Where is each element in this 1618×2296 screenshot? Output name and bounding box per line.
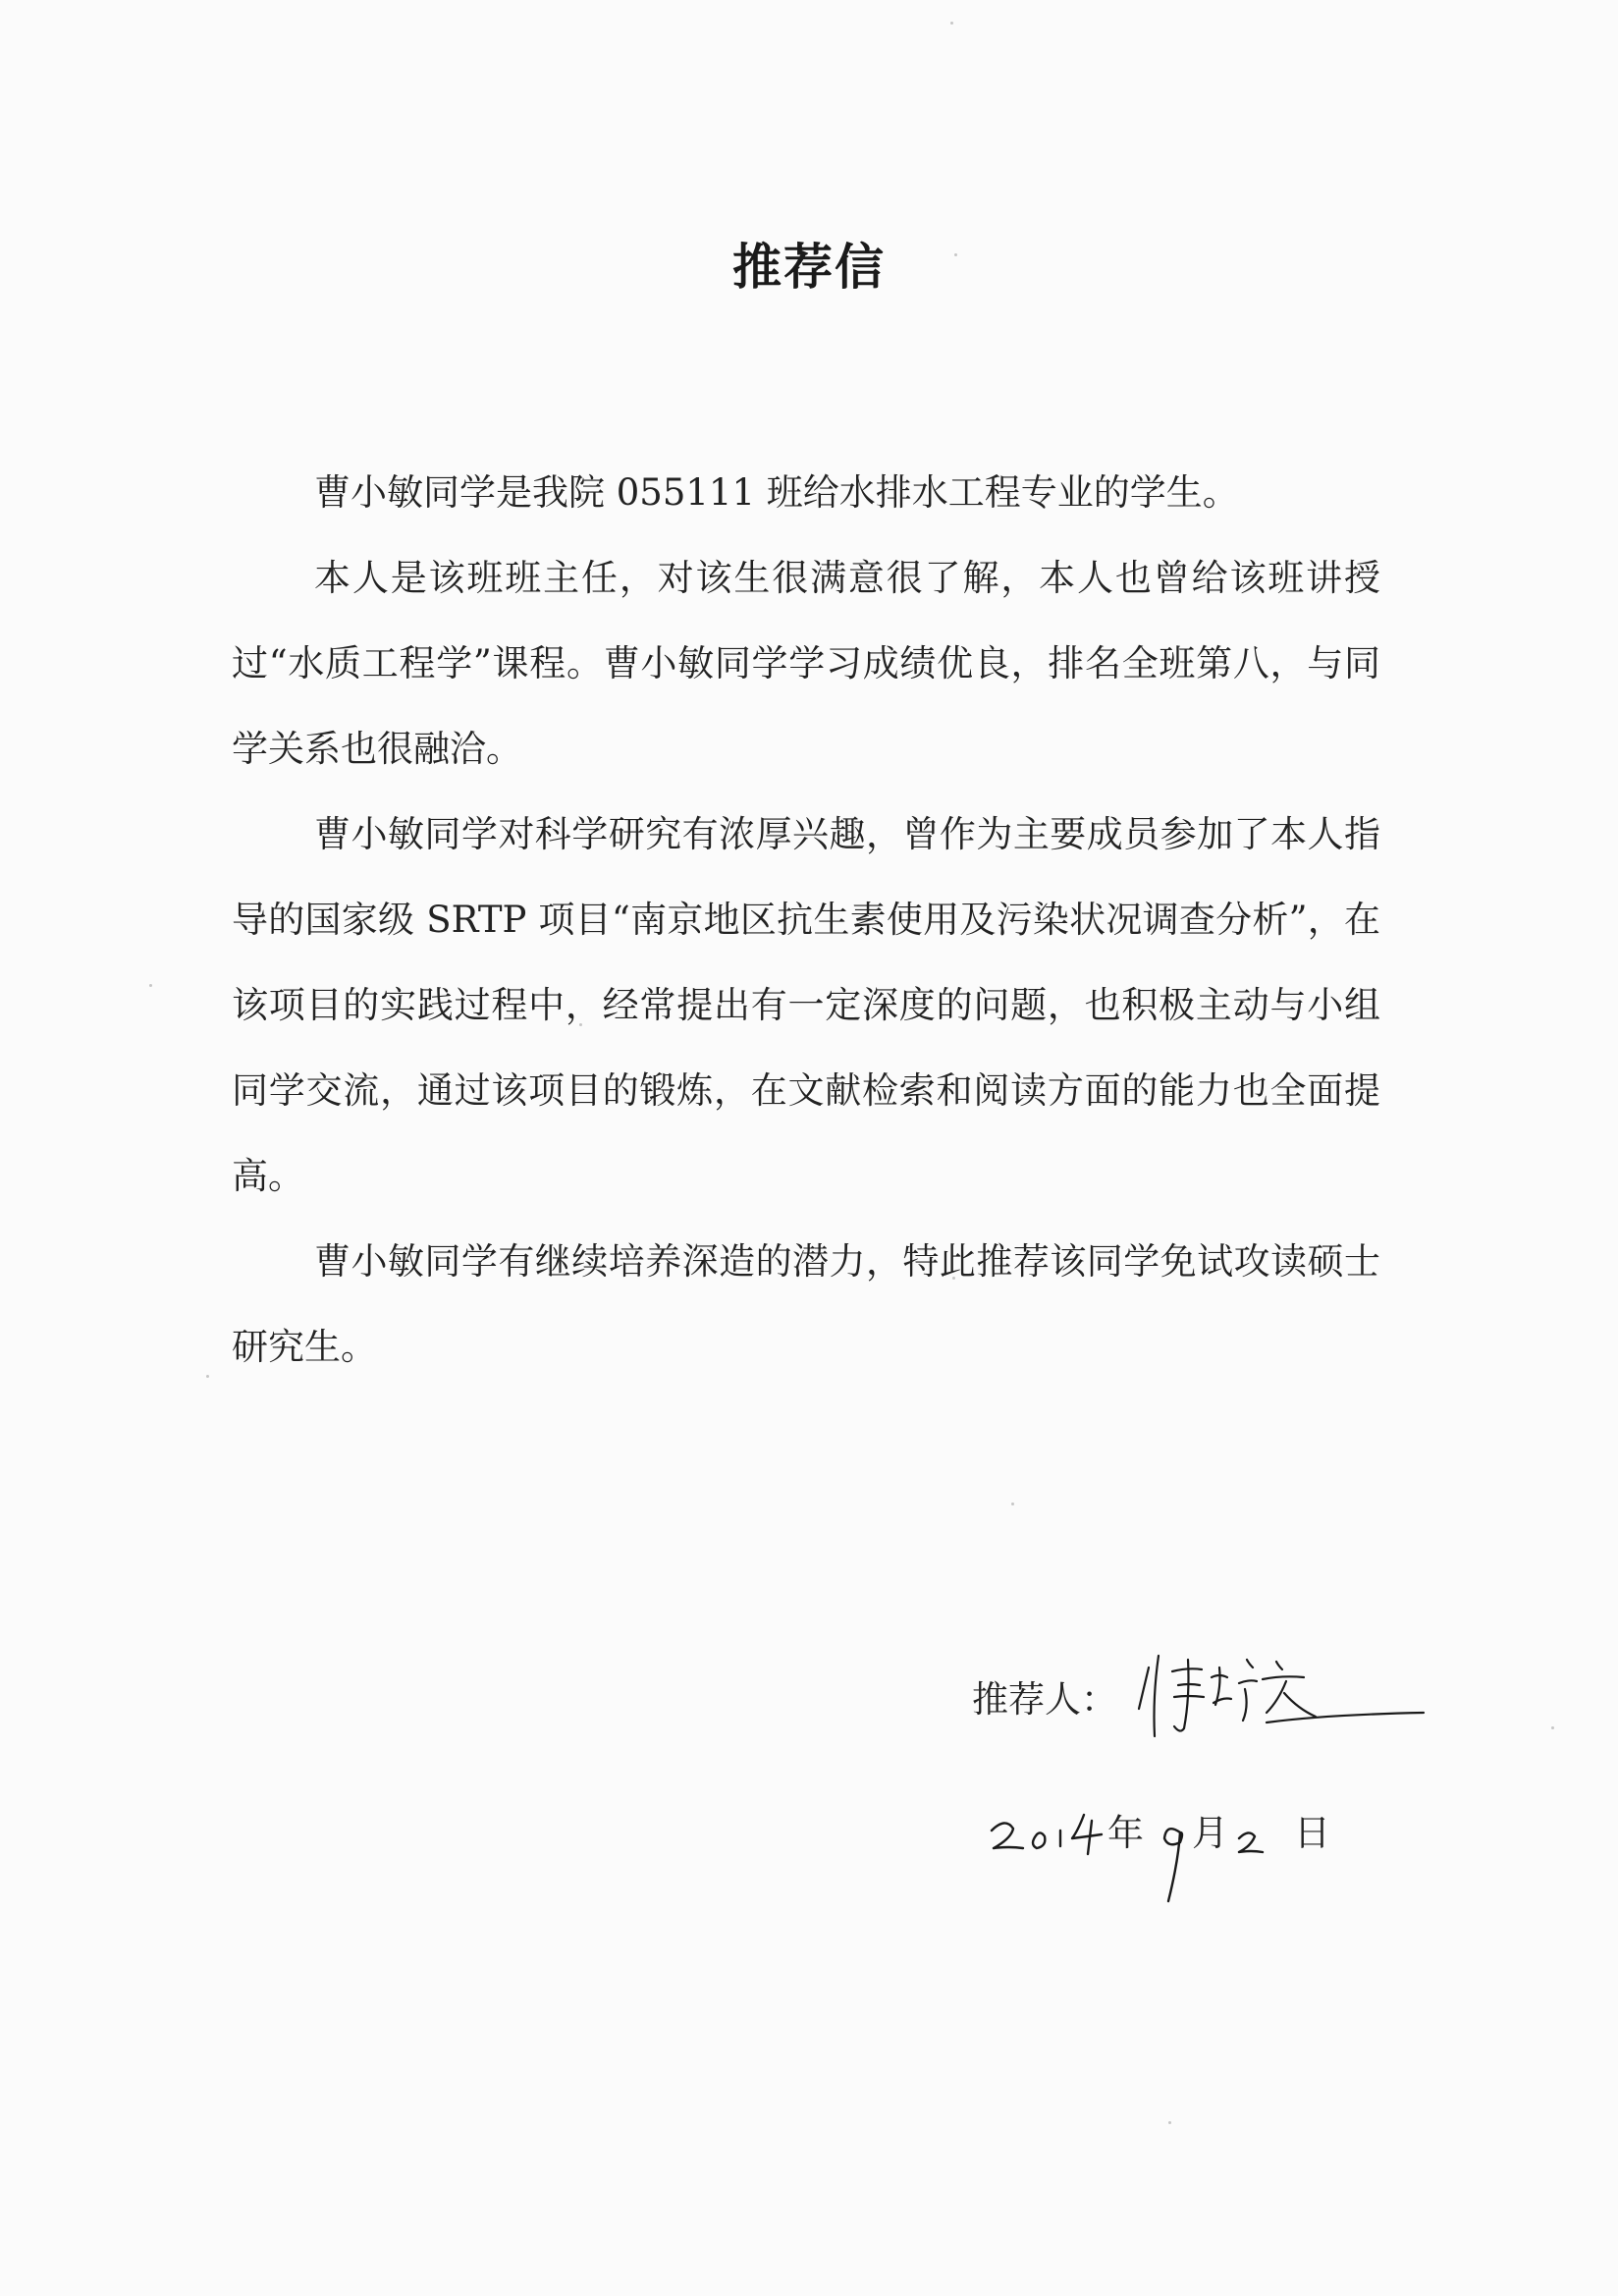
paragraph-intro: 曹小敏同学是我院 055111 班给水排水工程专业的学生。 — [314, 471, 1239, 514]
scan-speck — [1011, 1503, 1014, 1505]
scan-speck — [950, 22, 953, 25]
recommender-label: 推荐人： — [972, 1678, 1117, 1721]
paragraph-research: 曹小敏同学对科学研究有浓厚兴趣，曾作为主要成员参加了本人指导的国家级 SRTP 项目“南京地区抗生素使用及污染状况调查分析”，在该项目的实践过程中，经常提出有一定深度的问题，也积极主动与小组同学交流，通过该项目的锻炼，在文献检索和阅读方面的能力也全面提高。 — [232, 813, 1380, 1197]
letter-body — [232, 450, 1380, 1390]
date-year-suffix: 年 — [1107, 1812, 1144, 1854]
recommender-line — [972, 1669, 1117, 1722]
scan-speck — [206, 1375, 209, 1378]
paragraph-recommendation: 曹小敏同学有继续培养深造的潜力，特此推荐该同学免试攻读硕士研究生。 — [232, 1240, 1380, 1368]
scan-speck — [1551, 1726, 1554, 1729]
date-line — [982, 1803, 1394, 1911]
letter-title: 推荐信 — [732, 239, 886, 296]
date-month-suffix: 月 — [1192, 1812, 1228, 1854]
handwritten-signature — [1129, 1638, 1433, 1756]
scan-speck — [1168, 2121, 1171, 2124]
date-day-suffix: 日 — [1294, 1812, 1330, 1854]
scan-speck — [149, 984, 152, 987]
handwritten-date — [982, 1803, 1394, 1911]
paragraph-relationship: 本人是该班班主任，对该生很满意很了解，本人也曾给该班讲授过“水质工程学”课程。曹小敏同学学习成绩优良，排名全班第八，与同学关系也很融洽。 — [232, 557, 1380, 770]
